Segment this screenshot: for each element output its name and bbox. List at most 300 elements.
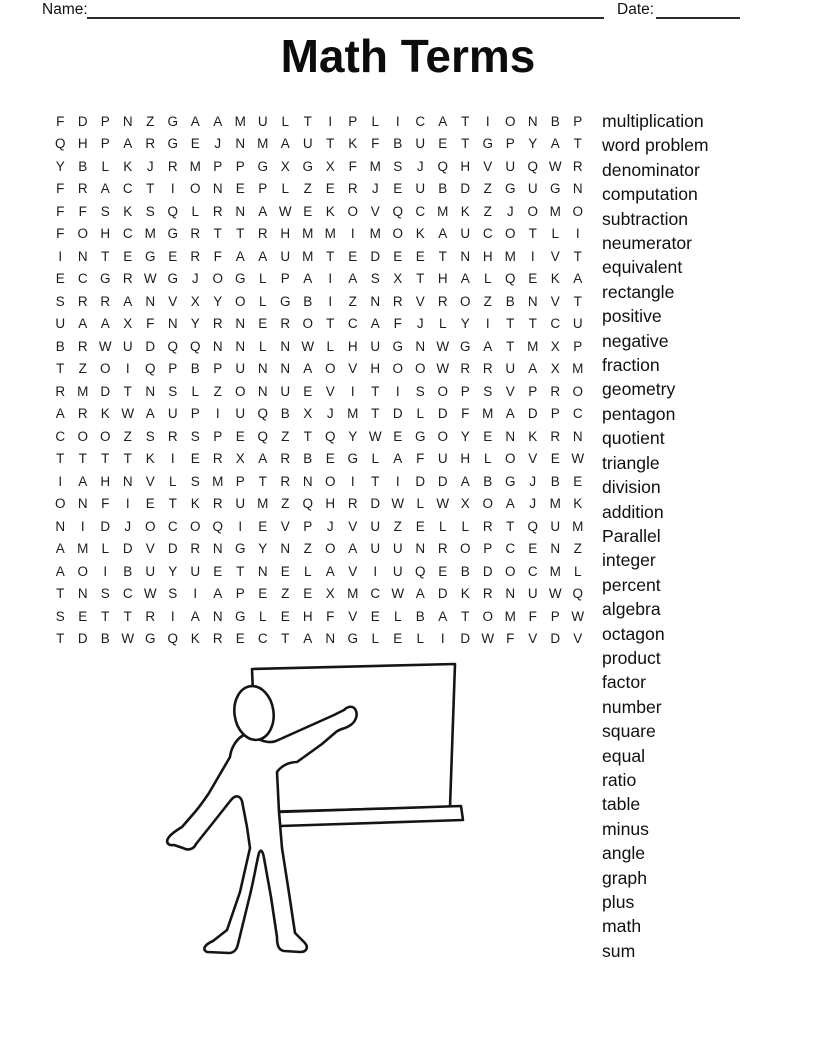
grid-letter: I — [125, 496, 130, 512]
grid-letter: N — [415, 338, 426, 354]
grid-letter: F — [56, 113, 65, 129]
grid-letter: D — [392, 406, 403, 422]
grid-letter: C — [122, 226, 133, 242]
grid-letter: N — [122, 113, 133, 129]
grid-letter: T — [506, 338, 515, 354]
grid-letter: I — [328, 271, 333, 287]
grid-letter: D — [77, 113, 88, 129]
grid-letter: N — [370, 293, 381, 309]
grid-letter: T — [573, 293, 582, 309]
grid-letter: F — [393, 316, 402, 332]
grid-letter: Q — [212, 518, 223, 534]
grid-letter: D — [437, 586, 448, 602]
grid-letter: W — [548, 158, 562, 174]
grid-letter: K — [123, 158, 133, 174]
grid-letter: H — [325, 496, 336, 512]
grid-letter: K — [190, 631, 200, 647]
grid-letter: O — [302, 316, 313, 332]
grid-letter: P — [213, 361, 223, 377]
grid-letter: Y — [168, 563, 178, 579]
grid-letter: D — [100, 383, 111, 399]
grid-letter: R — [190, 226, 201, 242]
grid-letter: W — [391, 586, 405, 602]
grid-letter: W — [301, 338, 315, 354]
grid-letter: K — [415, 226, 425, 242]
grid-letter: P — [550, 608, 560, 624]
teacher-blackboard-illustration — [150, 650, 480, 964]
grid-letter: U — [235, 406, 246, 422]
grid-letter: K — [528, 428, 538, 444]
grid-letter: G — [504, 473, 516, 489]
grid-letter: L — [281, 113, 289, 129]
grid-letter: V — [145, 473, 155, 489]
grid-letter: L — [258, 338, 267, 354]
grid-letter: X — [550, 361, 560, 377]
word-list-item: table — [602, 794, 641, 815]
grid-letter: T — [528, 226, 537, 242]
grid-letter: Z — [348, 293, 357, 309]
grid-letter: Z — [78, 361, 87, 377]
date-blank-line — [656, 1, 740, 19]
grid-letter: Z — [573, 541, 582, 557]
grid-letter: G — [167, 113, 178, 129]
grid-letter: Q — [302, 496, 313, 512]
grid-letter: E — [550, 451, 560, 467]
grid-letter: O — [234, 383, 246, 399]
word-list-item: positive — [602, 306, 662, 327]
grid-letter: T — [236, 226, 245, 242]
grid-letter: Y — [190, 316, 200, 332]
grid-letter: N — [527, 113, 538, 129]
grid-letter: E — [258, 316, 268, 332]
word-list-item: minus — [602, 818, 649, 839]
grid-letter: W — [481, 631, 495, 647]
grid-letter: T — [236, 563, 245, 579]
grid-letter: T — [123, 608, 132, 624]
grid-letter: O — [504, 563, 516, 579]
grid-letter: M — [504, 608, 516, 624]
grid-letter: E — [190, 136, 200, 152]
grid-letter: M — [257, 496, 269, 512]
grid-letter: Y — [528, 136, 538, 152]
grid-letter: G — [144, 631, 156, 647]
grid-letter: T — [461, 136, 470, 152]
word-list — [602, 109, 709, 963]
grid-letter: M — [549, 563, 561, 579]
grid-letter: V — [483, 158, 493, 174]
grid-letter: V — [550, 293, 560, 309]
grid-letter: E — [280, 563, 290, 579]
grid-letter: Y — [460, 316, 470, 332]
grid-letter: S — [100, 586, 110, 602]
grid-letter: O — [234, 293, 246, 309]
grid-letter: X — [325, 158, 335, 174]
grid-letter: O — [212, 271, 223, 287]
grid-letter: I — [395, 113, 400, 129]
grid-letter: R — [437, 541, 448, 557]
grid-letter: Q — [54, 136, 66, 152]
grid-letter: L — [101, 541, 109, 557]
grid-letter: C — [122, 181, 133, 197]
grid-letter: B — [303, 293, 313, 309]
grid-letter: P — [100, 113, 110, 129]
grid-letter: M — [347, 586, 359, 602]
grid-letter: U — [145, 563, 156, 579]
page-title: Math Terms — [280, 30, 536, 82]
grid-letter: A — [505, 496, 515, 512]
grid-letter: U — [190, 563, 201, 579]
grid-letter: O — [347, 203, 358, 219]
grid-letter: C — [347, 316, 358, 332]
grid-letter: L — [461, 518, 469, 534]
grid-letter: M — [504, 248, 516, 264]
grid-letter: L — [393, 608, 402, 624]
grid-letter: Q — [504, 271, 516, 287]
grid-letter: D — [460, 631, 471, 647]
grid-letter: K — [460, 203, 470, 219]
grid-letter: L — [371, 113, 379, 129]
grid-letter: E — [415, 518, 425, 534]
grid-letter: T — [123, 383, 132, 399]
grid-letter: N — [505, 428, 516, 444]
grid-letter: J — [326, 518, 334, 534]
grid-letter: R — [167, 158, 178, 174]
grid-letter: Z — [281, 428, 290, 444]
grid-letter: N — [235, 316, 246, 332]
grid-letter: U — [370, 541, 381, 557]
grid-letter: Q — [167, 203, 178, 219]
grid-letter: M — [324, 226, 336, 242]
word-list-item: geometry — [602, 379, 676, 400]
grid-letter: T — [573, 248, 582, 264]
grid-letter: J — [146, 158, 154, 174]
grid-letter: M — [144, 226, 156, 242]
wordsearch-grid — [49, 110, 589, 650]
grid-letter: I — [485, 113, 490, 129]
grid-letter: P — [573, 338, 583, 354]
word-list-item: fraction — [602, 355, 660, 376]
grid-letter: L — [168, 473, 177, 489]
grid-letter: F — [461, 406, 470, 422]
grid-letter: K — [145, 451, 155, 467]
word-list-item: Parallel — [602, 525, 661, 546]
grid-letter: C — [415, 203, 426, 219]
grid-letter: H — [482, 248, 493, 264]
grid-letter: U — [302, 136, 313, 152]
grid-letter: A — [415, 586, 425, 602]
grid-letter: N — [257, 361, 268, 377]
grid-letter: P — [235, 158, 245, 174]
grid-letter: W — [436, 338, 450, 354]
grid-letter: T — [101, 451, 110, 467]
grid-letter: X — [325, 586, 335, 602]
grid-letter: V — [348, 518, 358, 534]
word-list-item: negative — [602, 330, 669, 351]
grid-letter: B — [438, 181, 448, 197]
grid-letter: R — [100, 293, 111, 309]
word-list-item: word problem — [602, 135, 709, 156]
grid-letter: V — [505, 383, 515, 399]
grid-letter: U — [392, 541, 403, 557]
grid-letter: W — [143, 271, 157, 287]
grid-letter: O — [54, 496, 66, 512]
grid-letter: U — [392, 563, 403, 579]
grid-letter: I — [350, 226, 355, 242]
grid-letter: G — [234, 271, 246, 287]
grid-letter: J — [416, 158, 424, 174]
grid-letter: N — [302, 473, 313, 489]
grid-letter: U — [235, 496, 246, 512]
grid-letter: M — [77, 541, 89, 557]
grid-letter: N — [572, 181, 583, 197]
word-list-item: factor — [602, 672, 647, 693]
grid-letter: B — [393, 136, 403, 152]
word-list-item: octagon — [602, 623, 665, 644]
grid-letter: Z — [281, 586, 290, 602]
grid-letter: Q — [527, 518, 538, 534]
grid-letter: E — [213, 563, 223, 579]
grid-letter: N — [145, 383, 156, 399]
grid-letter: R — [212, 496, 223, 512]
grid-letter: O — [189, 518, 201, 534]
grid-letter: W — [571, 451, 585, 467]
grid-letter: T — [416, 271, 425, 287]
grid-letter: G — [392, 338, 403, 354]
grid-letter: R — [550, 383, 561, 399]
grid-letter: H — [100, 226, 111, 242]
grid-letter: X — [190, 293, 200, 309]
grid-letter: O — [459, 293, 471, 309]
word-list-item: multiplication — [602, 111, 704, 131]
grid-letter: H — [437, 271, 448, 287]
grid-letter: F — [56, 226, 65, 242]
grid-letter: P — [213, 158, 223, 174]
grid-letter: G — [167, 136, 178, 152]
word-list-item: sum — [602, 940, 636, 961]
grid-letter: R — [77, 293, 88, 309]
grid-letter: A — [258, 248, 268, 264]
grid-letter: M — [77, 383, 89, 399]
grid-letter: C — [505, 541, 516, 557]
grid-letter: O — [414, 361, 426, 377]
grid-letter: F — [101, 496, 110, 512]
grid-letter: C — [257, 631, 268, 647]
grid-letter: I — [193, 586, 198, 602]
grid-letter: N — [280, 338, 291, 354]
grid-letter: L — [483, 451, 492, 467]
grid-letter: E — [325, 181, 335, 197]
grid-letter: A — [55, 406, 65, 422]
grid-letter: B — [460, 563, 470, 579]
word-list-item: computation — [602, 184, 698, 205]
grid-letter: Y — [213, 293, 223, 309]
grid-letter: E — [393, 181, 403, 197]
grid-letter: P — [460, 383, 470, 399]
grid-letter: G — [167, 271, 178, 287]
grid-letter: D — [550, 631, 561, 647]
grid-letter: N — [212, 608, 223, 624]
grid-letter: C — [572, 406, 583, 422]
grid-letter: V — [325, 383, 335, 399]
grid-letter: N — [505, 586, 516, 602]
grid-letter: I — [80, 518, 85, 534]
grid-letter: G — [279, 293, 291, 309]
grid-letter: P — [483, 541, 493, 557]
word-list-item: square — [602, 721, 656, 742]
grid-letter: R — [190, 248, 201, 264]
grid-letter: S — [168, 586, 178, 602]
grid-letter: B — [123, 563, 133, 579]
grid-letter: P — [348, 113, 358, 129]
grid-letter: N — [122, 473, 133, 489]
grid-letter: O — [437, 383, 448, 399]
grid-letter: L — [258, 271, 267, 287]
grid-letter: N — [460, 248, 471, 264]
grid-letter: R — [77, 181, 88, 197]
grid-letter: X — [280, 158, 290, 174]
grid-letter: R — [437, 293, 448, 309]
grid-letter: I — [485, 316, 490, 332]
grid-letter: E — [235, 428, 245, 444]
grid-letter: W — [98, 338, 112, 354]
grid-letter: G — [99, 271, 111, 287]
grid-letter: E — [303, 203, 313, 219]
grid-letter: N — [167, 316, 178, 332]
grid-letter: C — [370, 586, 381, 602]
grid-letter: T — [56, 361, 65, 377]
grid-letter: E — [123, 248, 133, 264]
grid-letter: K — [573, 496, 583, 512]
grid-letter: W — [368, 428, 382, 444]
grid-letter: T — [303, 113, 312, 129]
grid-letter: T — [326, 248, 335, 264]
grid-letter: G — [302, 158, 313, 174]
grid-letter: R — [550, 428, 561, 444]
grid-letter: D — [77, 631, 88, 647]
grid-letter: U — [235, 361, 246, 377]
grid-letter: J — [416, 316, 424, 332]
grid-letter: J — [124, 518, 132, 534]
grid-letter: J — [191, 271, 199, 287]
grid-letter: U — [572, 316, 583, 332]
grid-letter: W — [571, 608, 585, 624]
grid-letter: T — [371, 406, 380, 422]
grid-letter: I — [58, 473, 63, 489]
grid-letter: A — [303, 271, 313, 287]
grid-letter: U — [280, 383, 291, 399]
grid-letter: I — [328, 113, 333, 129]
grid-letter: W — [278, 203, 292, 219]
grid-letter: N — [257, 563, 268, 579]
grid-letter: A — [258, 451, 268, 467]
word-list-item: denominator — [602, 159, 700, 180]
grid-letter: Q — [392, 203, 403, 219]
grid-letter: Q — [437, 158, 448, 174]
name-blank-line — [87, 1, 604, 19]
grid-letter: R — [145, 608, 156, 624]
grid-letter: I — [125, 361, 130, 377]
grid-letter: O — [324, 361, 336, 377]
grid-letter: L — [371, 631, 379, 647]
grid-letter: T — [371, 473, 380, 489]
grid-letter: N — [280, 541, 291, 557]
word-list-item: plus — [602, 892, 635, 912]
grid-letter: P — [258, 181, 268, 197]
word-list-item: division — [602, 477, 661, 498]
grid-letter: A — [190, 608, 200, 624]
grid-letter: C — [77, 271, 88, 287]
grid-letter: F — [326, 608, 335, 624]
grid-letter: R — [460, 361, 471, 377]
grid-letter: M — [369, 158, 381, 174]
grid-letter: A — [55, 563, 65, 579]
grid-letter: P — [190, 406, 200, 422]
grid-letter: B — [190, 361, 200, 377]
grid-letter: I — [530, 248, 535, 264]
grid-letter: P — [100, 136, 110, 152]
name-label: Name: — [42, 1, 88, 18]
grid-letter: Y — [348, 428, 358, 444]
grid-letter: M — [302, 226, 314, 242]
grid-letter: D — [437, 473, 448, 489]
grid-letter: X — [123, 316, 133, 332]
grid-letter: N — [235, 203, 246, 219]
grid-letter: T — [438, 248, 447, 264]
grid-letter: R — [392, 293, 403, 309]
word-list-item: equivalent — [602, 257, 683, 278]
grid-letter: S — [415, 383, 425, 399]
grid-letter: E — [370, 608, 380, 624]
grid-letter: U — [415, 136, 426, 152]
grid-letter: N — [572, 428, 583, 444]
grid-letter: E — [393, 428, 403, 444]
word-list-item: equal — [602, 745, 646, 766]
grid-letter: G — [482, 136, 493, 152]
grid-letter: M — [572, 518, 584, 534]
grid-letter: F — [348, 158, 357, 174]
grid-letter: P — [213, 428, 223, 444]
grid-letter: T — [56, 451, 65, 467]
grid-letter: I — [58, 248, 63, 264]
grid-letter: E — [145, 496, 155, 512]
grid-letter: E — [168, 248, 178, 264]
grid-letter: Q — [527, 158, 538, 174]
grid-letter: C — [482, 226, 493, 242]
grid-letter: H — [460, 451, 471, 467]
grid-letter: E — [325, 451, 335, 467]
word-list-item: rectangle — [602, 281, 675, 302]
grid-letter: K — [348, 136, 358, 152]
grid-letter: P — [550, 406, 560, 422]
grid-letter: E — [348, 248, 358, 264]
grid-letter: W — [436, 361, 450, 377]
grid-letter: O — [324, 473, 336, 489]
grid-letter: U — [55, 316, 66, 332]
grid-letter: E — [438, 136, 448, 152]
grid-letter: A — [483, 338, 493, 354]
grid-letter: U — [257, 113, 268, 129]
grid-letter: A — [438, 226, 448, 242]
grid-letter: A — [213, 586, 223, 602]
grid-letter: E — [190, 451, 200, 467]
grid-letter: W — [436, 496, 450, 512]
word-list-item: subtraction — [602, 208, 689, 229]
grid-letter: N — [550, 541, 561, 557]
grid-letter: T — [573, 136, 582, 152]
grid-letter: M — [549, 203, 561, 219]
grid-letter: T — [101, 608, 110, 624]
grid-letter: P — [168, 361, 178, 377]
